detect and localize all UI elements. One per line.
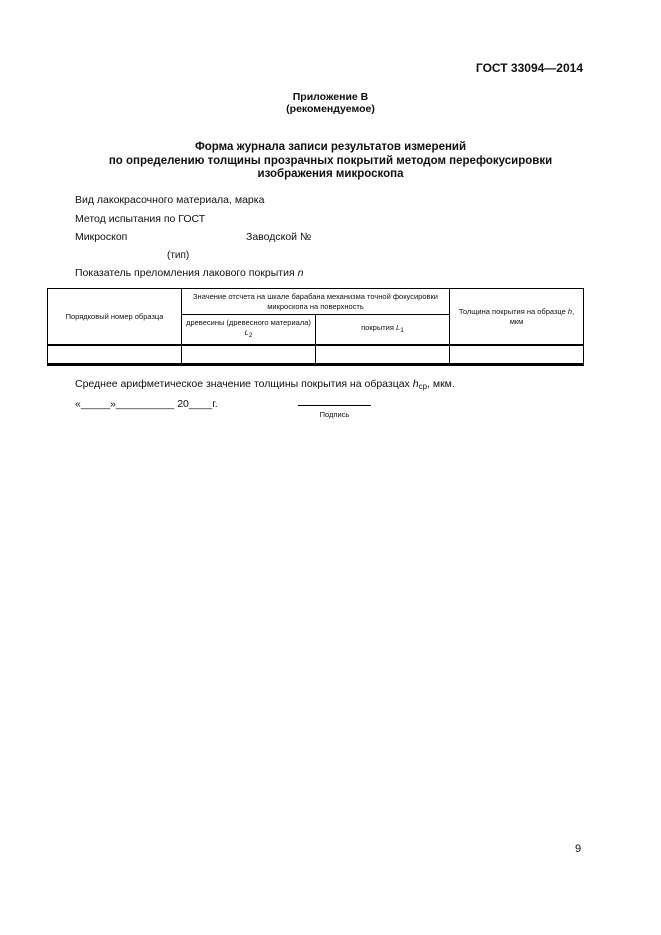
form-title: [0, 141, 661, 182]
signature-label: Подпись: [319, 410, 350, 419]
field-microscope: Микроскоп: [75, 231, 128, 243]
table-cell: [450, 345, 584, 365]
wood-index: 2: [248, 332, 253, 339]
wood-label: древесины (древесного материала): [186, 318, 311, 327]
thickness-label: Толщина покрытия на образце: [458, 306, 568, 316]
header-thickness: [450, 289, 584, 346]
appendix-title: Приложение В: [292, 91, 369, 103]
form-title-line-2: по определению толщины прозрачных покрытий методом перефокусировки: [108, 154, 553, 167]
form-title-line-1: Форма журнала записи результатов измерений: [194, 141, 467, 153]
mean-thickness-line: [75, 378, 455, 391]
mean-unit: , мкм.: [427, 378, 455, 390]
coating-symbol: L: [396, 323, 401, 332]
table-cell: [182, 345, 316, 365]
mean-label: Среднее арифметическое значение толщины покрытия на образцах: [75, 378, 413, 390]
table-cell: [316, 345, 450, 365]
mean-symbol: h: [412, 378, 419, 390]
field-refraction: [75, 267, 303, 279]
document-code: ГОСТ 33094—2014: [475, 61, 583, 75]
field-method: Метод испытания по ГОСТ: [75, 213, 206, 225]
field-material: Вид лакокрасочного материала, марка: [75, 194, 265, 206]
header-sample-number: Порядковый номер образца: [48, 289, 182, 346]
measurement-table: [47, 288, 584, 366]
table-row: [48, 345, 584, 365]
field-type-note: (тип): [167, 250, 190, 261]
wood-symbol: L: [244, 328, 249, 337]
appendix-status: (рекомендуемое): [286, 103, 375, 115]
table-cell: [48, 345, 182, 365]
page-number: 9: [575, 843, 582, 855]
thickness-unit: , мкм: [509, 306, 575, 326]
form-title-line-3: изображения микроскопа: [257, 168, 404, 180]
field-serial-number: Заводской №: [246, 231, 312, 243]
thickness-symbol: h: [567, 306, 573, 316]
signature-line: [298, 405, 371, 406]
coating-index: 1: [400, 327, 404, 334]
refraction-symbol: n: [297, 267, 304, 279]
coating-label: покрытия: [361, 323, 397, 332]
refraction-label: Показатель преломления лакового покрытия: [75, 267, 298, 279]
appendix-heading: [0, 91, 661, 115]
subheader-coating: [316, 315, 450, 346]
mean-index: ср: [418, 382, 428, 391]
date-line: «_____»__________ 20____г.: [75, 398, 218, 410]
subheader-wood: [182, 315, 316, 346]
header-reading: Значение отсчета на шкале барабана механизма точной фокусировки микроскопа на поверхность: [182, 289, 450, 315]
